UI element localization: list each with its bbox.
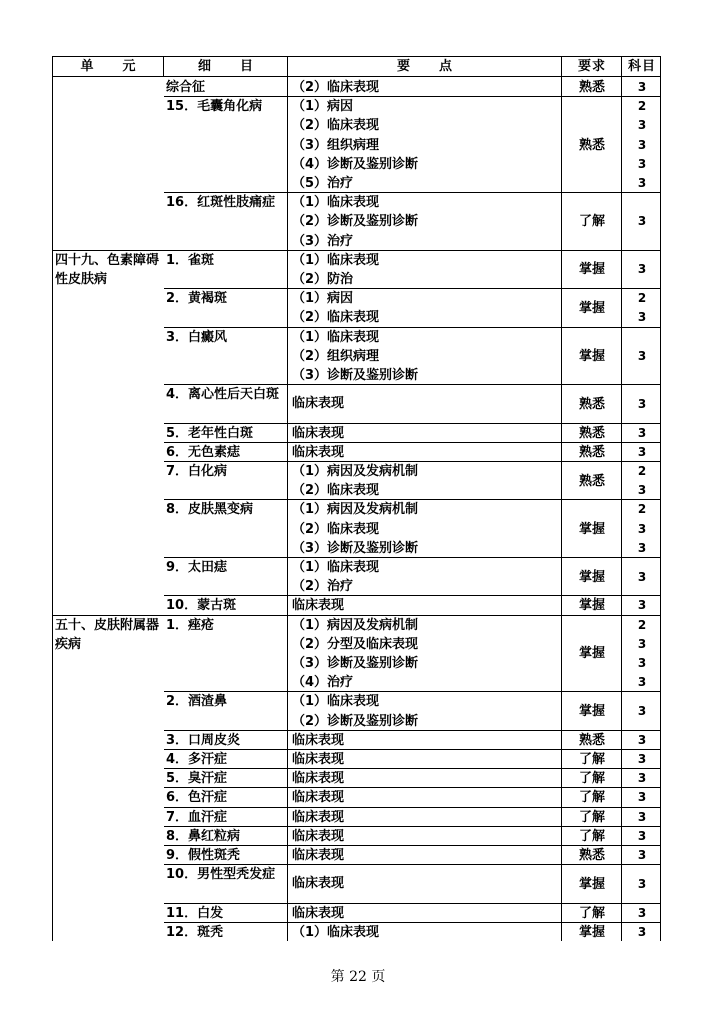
subject-list xyxy=(622,923,662,942)
item-name: 5．老年性白斑 xyxy=(166,425,254,441)
requirement: 掌握 xyxy=(578,876,605,892)
subject-value: 3 xyxy=(637,396,647,411)
points-list xyxy=(292,462,562,500)
table-header xyxy=(52,56,661,77)
unit-label: 五十、皮肤附属器疾病 xyxy=(55,617,160,652)
point-text: 临床表现 xyxy=(292,425,345,441)
subject-value: 3 xyxy=(637,924,647,939)
requirement: 熟悉 xyxy=(578,473,605,489)
point-text: （3）组织病理 xyxy=(292,137,380,153)
subject-list xyxy=(622,875,662,894)
points-list xyxy=(292,558,562,596)
item-name: 7．白化病 xyxy=(166,464,228,479)
subject-value: 2 xyxy=(637,464,647,478)
subject-list xyxy=(622,616,662,693)
item-name: 1．雀斑 xyxy=(166,252,215,268)
table-row xyxy=(164,845,660,864)
point-text: （1）病因 xyxy=(292,291,354,307)
point-text: 临床表现 xyxy=(292,771,345,787)
requirement: 掌握 xyxy=(578,703,605,719)
subject-value: 2 xyxy=(637,291,647,306)
points-list xyxy=(292,874,562,893)
requirement: 了解 xyxy=(578,752,605,767)
item-name: 3．口周皮炎 xyxy=(166,732,241,748)
item-name: 6．色汗症 xyxy=(166,790,228,806)
subject-value: 3 xyxy=(637,348,647,363)
subject-list xyxy=(622,289,662,327)
point-text: 临床表现 xyxy=(292,732,345,748)
subject-value: 3 xyxy=(637,156,647,171)
item-name: 8．鼻红粒病 xyxy=(166,828,241,844)
points-list xyxy=(292,904,562,923)
table-row xyxy=(164,77,660,96)
point-text: （1）临床表现 xyxy=(292,924,380,940)
points-list xyxy=(292,731,562,750)
point-text: 临床表现 xyxy=(292,828,345,844)
subject-value: 3 xyxy=(637,790,647,805)
item-name: 12．斑秃 xyxy=(166,924,224,940)
point-text: （1）病因 xyxy=(292,99,354,115)
point-text: （1）临床表现 xyxy=(292,252,380,268)
subject-list xyxy=(622,731,662,750)
item-name: 9．假性斑秃 xyxy=(166,848,241,863)
subject-list xyxy=(622,500,662,558)
subject-list xyxy=(622,462,662,500)
subject-value: 3 xyxy=(637,809,647,824)
point-text: 临床表现 xyxy=(292,752,345,767)
table-row xyxy=(164,461,660,499)
header-subject: 科目 xyxy=(627,59,656,74)
point-text: （2）临床表现 xyxy=(292,80,380,95)
table-row xyxy=(164,250,660,288)
point-text: （3）诊断及鉴别诊断 xyxy=(292,655,419,671)
subject-value: 3 xyxy=(637,675,647,690)
item-name: 5．臭汗症 xyxy=(166,771,228,787)
item-name: 10．男性型秃发症 xyxy=(166,867,276,883)
subject-value: 3 xyxy=(637,771,647,786)
item-name: 7．血汗症 xyxy=(166,809,228,825)
subject-list xyxy=(622,395,662,414)
table-row xyxy=(164,826,660,845)
item-name: 10．蒙古斑 xyxy=(166,598,237,614)
subject-value: 3 xyxy=(637,905,647,920)
points-list xyxy=(292,750,562,769)
points-list xyxy=(292,424,562,443)
subject-list xyxy=(622,846,662,865)
points-list xyxy=(292,193,562,251)
point-text: （1）病因及发病机制 xyxy=(292,502,419,518)
point-text: （2）诊断及鉴别诊断 xyxy=(292,214,419,230)
points-list xyxy=(292,328,562,386)
point-text: 临床表现 xyxy=(292,809,345,825)
points-list xyxy=(292,846,562,865)
subject-list xyxy=(622,788,662,807)
subject-list xyxy=(622,424,662,443)
points-list xyxy=(292,616,562,693)
point-text: （4）诊断及鉴别诊断 xyxy=(292,156,419,172)
point-text: （3）诊断及鉴别诊断 xyxy=(292,540,419,556)
item-name: 1．痤疮 xyxy=(166,617,215,633)
subject-value: 3 xyxy=(637,137,647,152)
point-text: 临床表现 xyxy=(292,875,345,891)
requirement: 熟悉 xyxy=(578,396,605,412)
point-text: （2）治疗 xyxy=(292,579,354,595)
table-row xyxy=(164,595,660,614)
requirement: 掌握 xyxy=(578,262,605,278)
subject-list xyxy=(622,443,662,462)
subject-list xyxy=(622,769,662,788)
requirement: 了解 xyxy=(578,828,605,844)
point-text: 临床表现 xyxy=(292,444,345,460)
requirement: 熟悉 xyxy=(578,732,605,748)
subject-value: 3 xyxy=(637,848,647,862)
subject-value: 3 xyxy=(637,636,647,651)
point-text: （2）防治 xyxy=(292,271,354,287)
point-text: （1）临床表现 xyxy=(292,694,380,710)
subject-value: 3 xyxy=(637,483,647,498)
item-name: 2．酒渣鼻 xyxy=(166,694,228,710)
table-row xyxy=(164,384,660,422)
points-list xyxy=(292,289,562,327)
requirement: 掌握 xyxy=(578,348,605,364)
table-row xyxy=(164,192,660,250)
subject-value: 3 xyxy=(637,444,647,459)
subject-list xyxy=(622,347,662,366)
subject-value: 3 xyxy=(637,703,647,718)
item-name: 6．无色素痣 xyxy=(166,444,241,460)
table-row xyxy=(164,557,660,595)
requirement: 掌握 xyxy=(578,646,605,662)
page-number: 第 22 页 xyxy=(330,969,386,985)
points-list xyxy=(292,500,562,558)
requirement: 了解 xyxy=(578,809,605,825)
item-name: 3．白癜风 xyxy=(166,329,228,345)
requirement: 了解 xyxy=(578,790,605,806)
requirement: 掌握 xyxy=(578,924,605,940)
point-text: （5）治疗 xyxy=(292,175,354,191)
subject-list xyxy=(622,596,662,615)
point-text: （1）临床表现 xyxy=(292,560,380,575)
header-req: 要求 xyxy=(577,59,606,74)
table-body xyxy=(52,77,661,941)
point-text: （1）临床表现 xyxy=(292,195,380,211)
subject-value: 3 xyxy=(637,118,647,133)
unit-label: 四十九、色素障碍性皮肤病 xyxy=(55,252,160,287)
subject-value: 3 xyxy=(637,310,647,325)
points-list xyxy=(292,97,562,193)
table-row xyxy=(164,768,660,787)
subject-value: 3 xyxy=(637,540,647,555)
point-text: 临床表现 xyxy=(292,598,345,614)
points-list xyxy=(292,769,562,788)
points-list xyxy=(292,443,562,462)
requirement: 熟悉 xyxy=(578,80,605,95)
requirement: 掌握 xyxy=(578,300,605,316)
subject-value: 2 xyxy=(637,617,647,632)
table-row xyxy=(164,442,660,461)
subject-value: 3 xyxy=(637,80,647,94)
subject-value: 3 xyxy=(637,569,647,584)
requirement: 熟悉 xyxy=(578,425,605,441)
subject-list xyxy=(622,808,662,827)
requirement: 了解 xyxy=(578,771,605,787)
subject-value: 3 xyxy=(637,262,647,277)
points-list xyxy=(292,251,562,289)
subject-list xyxy=(622,904,662,923)
point-text: （1）病因及发病机制 xyxy=(292,464,419,479)
point-text: （3）治疗 xyxy=(292,233,354,249)
points-list xyxy=(292,692,562,730)
subject-list xyxy=(622,750,662,769)
subject-value: 3 xyxy=(637,752,647,766)
item-name: 11．白发 xyxy=(166,905,224,921)
table-row xyxy=(164,749,660,768)
point-text: （2）诊断及鉴别诊断 xyxy=(292,713,419,729)
subject-list xyxy=(622,212,662,231)
point-text: 临床表现 xyxy=(292,905,345,921)
point-text: （1）临床表现 xyxy=(292,329,380,345)
requirement: 掌握 xyxy=(578,521,605,537)
subject-value: 3 xyxy=(637,214,647,229)
point-text: 临床表现 xyxy=(292,395,345,411)
item-name: 8．皮肤黑变病 xyxy=(166,502,254,518)
points-list xyxy=(292,923,562,942)
table-row xyxy=(164,730,660,749)
subject-list xyxy=(622,260,662,279)
table-row xyxy=(164,96,660,192)
point-text: （2）临床表现 xyxy=(292,483,380,499)
subject-value: 3 xyxy=(637,732,647,747)
subject-value: 3 xyxy=(637,598,647,613)
header-points: 要 点 xyxy=(396,59,453,74)
subject-list xyxy=(622,97,662,193)
table-row xyxy=(164,288,660,326)
requirement: 了解 xyxy=(578,905,605,921)
point-text: （2）临床表现 xyxy=(292,118,380,134)
point-text: （2）组织病理 xyxy=(292,348,380,364)
table-row xyxy=(164,499,660,557)
table-row xyxy=(164,423,660,442)
unit-label xyxy=(53,77,163,79)
syllabus-table xyxy=(52,56,661,941)
subject-list xyxy=(622,568,662,587)
requirement: 掌握 xyxy=(578,569,605,585)
point-text: （1）病因及发病机制 xyxy=(292,617,419,633)
points-list xyxy=(292,788,562,807)
point-text: （2）临床表现 xyxy=(292,310,380,326)
points-list xyxy=(292,827,562,846)
item-name: 15．毛囊角化病 xyxy=(166,99,263,115)
item-name: 4．离心性后天白斑 xyxy=(166,387,280,403)
point-text: 临床表现 xyxy=(292,790,345,806)
subject-list xyxy=(622,78,662,97)
requirement: 熟悉 xyxy=(578,137,605,153)
points-list xyxy=(292,394,562,413)
table-row xyxy=(164,615,660,692)
subject-value: 3 xyxy=(637,425,647,440)
item-name: 4．多汗症 xyxy=(166,752,228,767)
requirement: 了解 xyxy=(578,214,605,230)
subject-value: 2 xyxy=(637,99,647,114)
points-list xyxy=(292,808,562,827)
requirement: 掌握 xyxy=(578,598,605,614)
point-text: （2）临床表现 xyxy=(292,521,380,537)
table-row xyxy=(164,903,660,922)
subject-list xyxy=(622,702,662,721)
requirement: 熟悉 xyxy=(578,848,605,863)
header-unit: 单 元 xyxy=(80,59,137,74)
subject-list xyxy=(622,827,662,846)
point-text: （3）诊断及鉴别诊断 xyxy=(292,367,419,383)
subject-value: 3 xyxy=(637,876,647,891)
subject-value: 3 xyxy=(637,828,647,843)
points-list xyxy=(292,78,562,97)
table-row xyxy=(164,691,660,729)
point-text: （2）分型及临床表现 xyxy=(292,636,419,652)
item-name: 2．黄褐斑 xyxy=(166,291,228,307)
table-row xyxy=(164,807,660,826)
point-text: （4）治疗 xyxy=(292,675,354,691)
table-row xyxy=(164,864,660,902)
points-list xyxy=(292,596,562,615)
item-name: 16．红斑性肢痛症 xyxy=(166,195,276,211)
header-item: 细 目 xyxy=(197,59,254,74)
subject-value: 2 xyxy=(637,502,647,517)
table-row xyxy=(164,787,660,806)
point-text: 临床表现 xyxy=(292,848,345,863)
subject-value: 3 xyxy=(637,521,647,536)
requirement: 熟悉 xyxy=(578,444,605,460)
subject-value: 3 xyxy=(637,175,647,190)
table-row xyxy=(164,922,660,941)
table-row xyxy=(164,327,660,385)
subject-value: 3 xyxy=(637,655,647,670)
item-name: 9．太田痣 xyxy=(166,560,228,575)
item-name: 综合征 xyxy=(166,80,206,95)
